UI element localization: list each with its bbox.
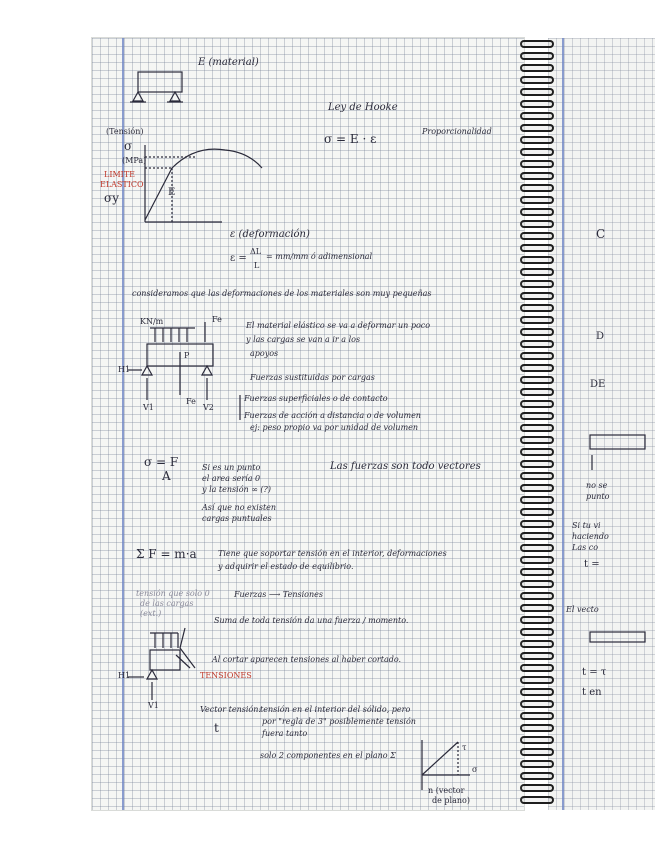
elastic-limit-2: ELASTICO: [100, 180, 144, 189]
vector-tension-1: tensión en el interior del sólido, pero: [260, 705, 411, 714]
assume-line: consideramos que las deformaciones de los materiales son muy pequeñas: [132, 289, 432, 298]
fe2-label: Fe: [186, 397, 196, 406]
spiral-loop: [520, 40, 554, 48]
spiral-loop: [520, 88, 554, 96]
strain-label: ε (deformación): [230, 229, 310, 240]
spiral-loop: [520, 688, 554, 696]
spiral-loop: [520, 532, 554, 540]
spiral-loop: [520, 400, 554, 408]
spiral-loop: [520, 160, 554, 168]
spiral-loop: [520, 592, 554, 600]
sumf-formula: Σ F = m·a: [136, 547, 197, 561]
v2-label: V2: [203, 403, 214, 412]
curve-mpa: (MPa): [122, 156, 147, 165]
spiral-loop: [520, 568, 554, 576]
spiral-loop: [520, 112, 554, 120]
spiral-loop: [520, 736, 554, 744]
p-label: P: [184, 351, 190, 360]
right-fragment-c: C: [596, 227, 606, 241]
strain-frac-num: ΔL: [250, 247, 262, 256]
elastic-limit-1: LIMITE: [104, 170, 135, 179]
spiral-loop: [520, 664, 554, 672]
spiral-loop: [520, 544, 554, 552]
strain-eq-rhs: = mm/mm ó adimensional: [266, 252, 373, 261]
right-si-3: Las co: [572, 543, 599, 552]
v1b-label: V1: [148, 701, 159, 710]
n-label: n (vector: [428, 786, 465, 795]
material-note-2: y las cargas se van a ir a los: [246, 335, 361, 344]
t-symbol: t: [214, 721, 219, 735]
spiral-loop: [520, 796, 554, 804]
spiral-loop: [520, 376, 554, 384]
spiral-loop: [520, 280, 554, 288]
hooke-note: Proporcionalidad: [422, 127, 492, 136]
right-page-margin-line: [562, 38, 564, 810]
tension-flow-2: de las cargas: [140, 599, 194, 608]
curve-e: E: [168, 187, 176, 198]
body-forces-2: ej: peso propio va por unidad de volumen: [250, 423, 419, 432]
beam-label: E (material): [198, 57, 259, 68]
spiral-binding: [520, 40, 556, 810]
spiral-loop: [520, 652, 554, 660]
spiral-loop: [520, 448, 554, 456]
spiral-loop: [520, 748, 554, 756]
spiral-loop: [520, 52, 554, 60]
right-t-eq: t =: [584, 559, 600, 570]
sumf-note-1: Tiene que soportar tensión en el interior, deformaciones: [218, 549, 447, 558]
hooke-title: Ley de Hooke: [328, 102, 398, 113]
spiral-loop: [520, 460, 554, 468]
vector-note: Las fuerzas son todo vectores: [330, 461, 481, 472]
components-note: solo 2 componentes en el plano Σ: [260, 751, 396, 760]
material-note-3: apoyos: [250, 349, 279, 358]
right-no-se-2: punto: [586, 492, 610, 501]
vector-tension-title: Vector tensión:: [200, 705, 262, 714]
spiral-loop: [520, 352, 554, 360]
spiral-loop: [520, 676, 554, 684]
body-forces-1: Fuerzas de acción a distancia o de volumen: [244, 411, 421, 420]
spiral-loop: [520, 292, 554, 300]
spiral-loop: [520, 724, 554, 732]
spiral-loop: [520, 184, 554, 192]
hooke-formula: σ = E · ε: [324, 132, 377, 146]
spiral-loop: [520, 316, 554, 324]
sumf-note-2: y adquirir el estado de equilibrio.: [218, 562, 354, 571]
spiral-loop: [520, 640, 554, 648]
spiral-loop: [520, 64, 554, 72]
spiral-loop: [520, 364, 554, 372]
right-fragment-d: D: [596, 331, 605, 342]
spiral-loop: [520, 436, 554, 444]
tension-flow-3: (ext.): [140, 609, 162, 618]
point-note-1: Si es un punto: [202, 463, 261, 472]
spiral-loop: [520, 232, 554, 240]
vector-tension-3: fuera tanto: [262, 729, 308, 738]
asi-note-2: cargas puntuales: [202, 514, 272, 523]
spiral-loop: [520, 196, 554, 204]
right-fragment-de: DE: [590, 379, 606, 390]
right-vector-frag: El vecto: [566, 605, 599, 614]
spiral-loop: [520, 496, 554, 504]
spiral-loop: [520, 304, 554, 312]
h1b-label: H1: [118, 671, 131, 680]
spiral-loop: [520, 484, 554, 492]
right-no-se-1: no se: [586, 481, 608, 490]
spiral-loop: [520, 340, 554, 348]
spiral-loop: [520, 100, 554, 108]
point-note-2: el area sería 0: [202, 474, 261, 483]
spiral-loop: [520, 268, 554, 276]
left-page-margin-line: [122, 38, 124, 810]
curve-sigma: σ: [124, 139, 133, 153]
tau-label: τ: [462, 743, 467, 752]
spiral-loop: [520, 700, 554, 708]
suma-note: Suma de toda tensión da una fuerza / momento.: [214, 616, 409, 625]
tensiones-label: TENSIONES: [200, 671, 252, 680]
strain-frac-den: L: [254, 261, 260, 270]
spiral-loop: [520, 556, 554, 564]
stress-formula-top: σ = F: [144, 455, 179, 469]
spiral-loop: [520, 472, 554, 480]
sigma-small-label: σ: [472, 765, 478, 774]
sigma-y: σy: [104, 191, 119, 205]
spiral-loop: [520, 244, 554, 252]
spiral-loop: [520, 136, 554, 144]
fuerzas-tensiones: Fuerzas ⟶ Tensiones: [234, 590, 323, 599]
spiral-loop: [520, 604, 554, 612]
fe-label: Fe: [212, 315, 222, 324]
spiral-loop: [520, 628, 554, 636]
load-label: KN/m: [140, 317, 164, 326]
right-t-en: t en: [582, 687, 602, 698]
material-note-1: El material elástico se va a deformar un poco: [246, 321, 431, 330]
right-si-2: haciendo: [572, 532, 609, 541]
n-label-2: de plano): [432, 796, 470, 805]
spiral-loop: [520, 508, 554, 516]
strain-eq-lhs: ε =: [230, 253, 247, 264]
tension-flow-1: tensión que solo 0: [136, 589, 210, 598]
spiral-loop: [520, 616, 554, 624]
spiral-loop: [520, 580, 554, 588]
spiral-loop: [520, 148, 554, 156]
spiral-loop: [520, 772, 554, 780]
forces-substituted: Fuerzas sustituidas por cargas: [250, 373, 375, 382]
point-note-3: y la tensión ∞ (?): [202, 485, 271, 494]
spiral-loop: [520, 76, 554, 84]
spiral-loop: [520, 520, 554, 528]
h1-label: H1: [118, 365, 131, 374]
spiral-loop: [520, 172, 554, 180]
vector-tension-2: por "regla de 3" posiblemente tensión: [262, 717, 416, 726]
spiral-loop: [520, 712, 554, 720]
curve-axis-y-label: (Tensión): [106, 127, 144, 136]
spiral-loop: [520, 328, 554, 336]
spiral-loop: [520, 412, 554, 420]
v1-label: V1: [143, 403, 154, 412]
surface-forces: Fuerzas superficiales o de contacto: [244, 394, 388, 403]
right-si-1: Si tu vi: [572, 521, 601, 530]
asi-note-1: Así que no existen: [202, 503, 277, 512]
right-t-eq2: t = τ: [582, 667, 607, 678]
cut-note: Al cortar aparecen tensiones al haber cortado.: [212, 655, 402, 664]
spiral-loop: [520, 760, 554, 768]
stress-formula-bottom: A: [162, 469, 171, 483]
spiral-loop: [520, 388, 554, 396]
spiral-loop: [520, 208, 554, 216]
spiral-loop: [520, 424, 554, 432]
spiral-loop: [520, 784, 554, 792]
spiral-loop: [520, 220, 554, 228]
spiral-loop: [520, 256, 554, 264]
spiral-loop: [520, 124, 554, 132]
